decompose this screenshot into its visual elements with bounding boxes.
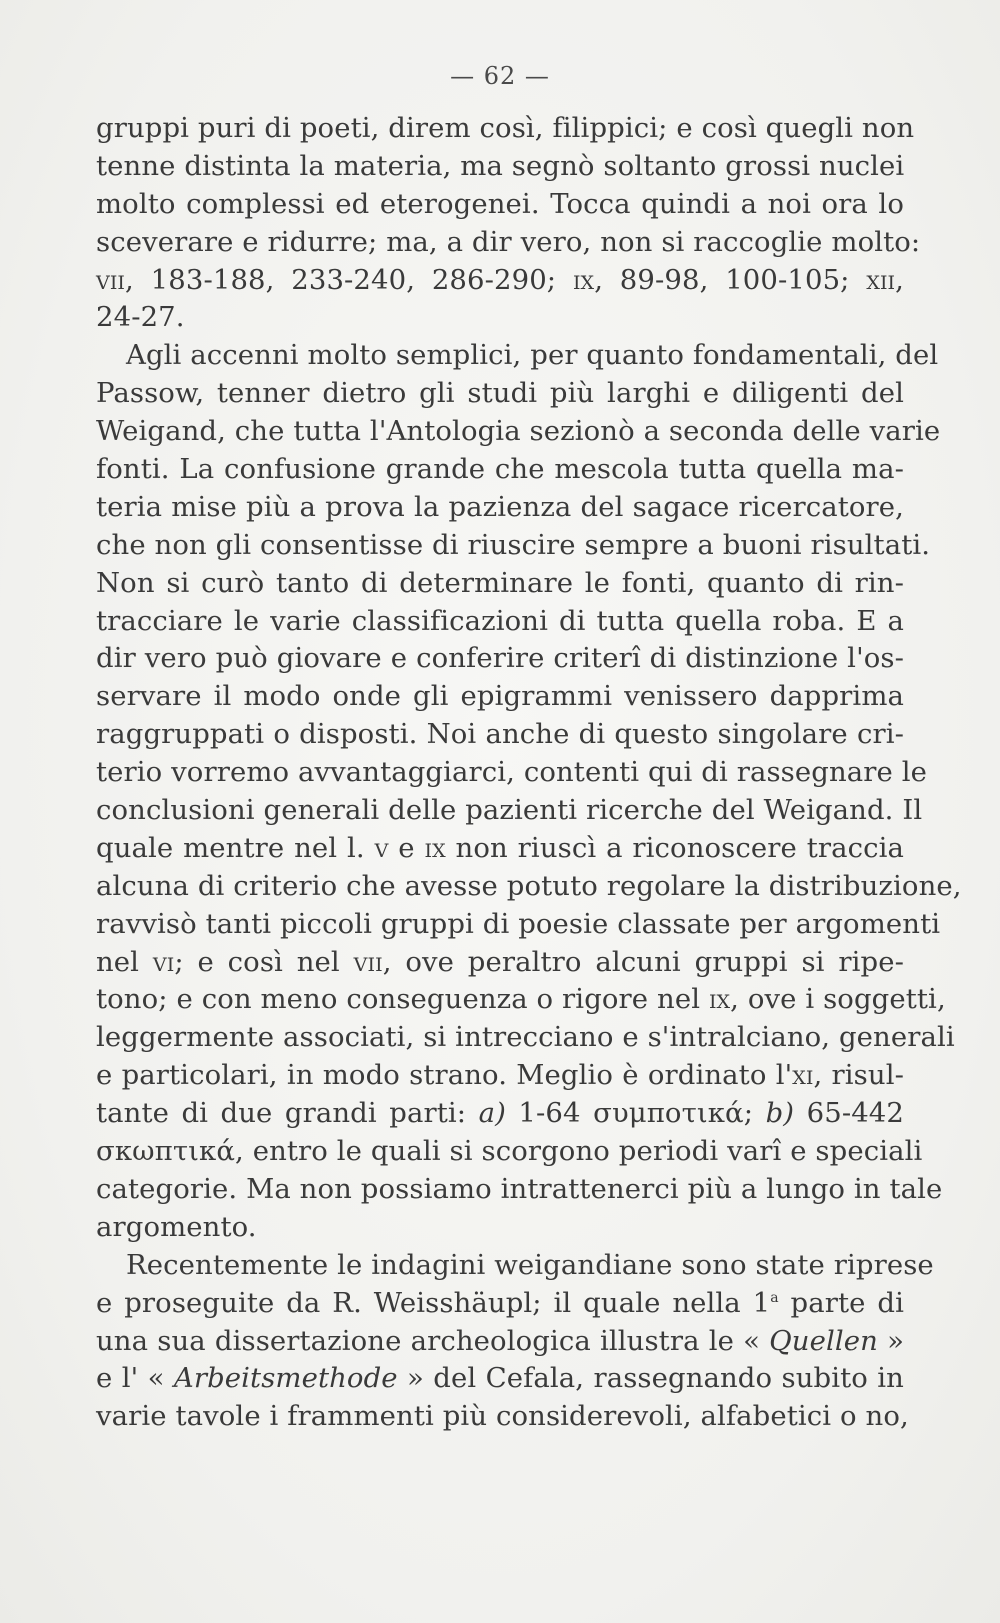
- text-line: σκωπτικά, entro le quali si scorgono periodi varî e speciali: [96, 1135, 923, 1168]
- text-line: varie tavole i frammenti più considerevoli, alfabetici o no,: [96, 1400, 909, 1433]
- text-line: Non si curò tanto di determinare le fonti, quanto di rin-: [96, 566, 904, 599]
- text-line: tracciare le varie classificazioni di tutta quella roba. E a: [96, 604, 904, 637]
- text-line: tono; e con meno conseguenza o rigore nel ix, ove i soggetti,: [96, 983, 946, 1016]
- text-line: leggermente associati, si intrecciano e s'intralciano, generali: [96, 1021, 955, 1054]
- text-line: e particolari, in modo strano. Meglio è ordinato l'xi, risul-: [96, 1059, 904, 1092]
- superscript: a: [770, 1289, 779, 1306]
- text-line: terio vorremo avvantaggiarci, contenti qui di rassegnare le: [96, 756, 928, 789]
- text-line: Agli accenni molto semplici, per quanto fondamentali, del: [126, 339, 939, 372]
- text-line: 24-27.: [96, 301, 185, 334]
- text-line: vii, 183-188, 233-240, 286-290; ix, 89-98, 100-105; xii,: [96, 263, 904, 296]
- text-line: tenne distinta la materia, ma segnò soltanto grossi nuclei: [96, 149, 905, 182]
- text-line: che non gli consentisse di riuscire sempre a buoni risultati.: [96, 528, 931, 561]
- text-line: ravvisò tanti piccoli gruppi di poesie classate per argomenti: [96, 907, 941, 940]
- text-line: quale mentre nel l. v e ix non riuscì a riconoscere traccia: [96, 831, 905, 864]
- text-line: gruppi puri di poeti, direm così, filippici; e così quegli non: [96, 112, 915, 144]
- text-line: argomento.: [96, 1210, 257, 1243]
- text-line: conclusioni generali delle pazienti ricerche del Weigand. Il: [96, 794, 923, 827]
- text-line: e proseguite da R. Weisshäupl; il quale nella 1$^a$ parte di: [96, 1286, 904, 1319]
- text-line: e l' « Arbeitsmethode » del Cefala, rassegnando subito in: [96, 1362, 904, 1395]
- text-line: fonti. La confusione grande che mescola tutta quella ma-: [96, 453, 904, 486]
- text-line: una sua dissertazione archeologica illustra le « Quellen »: [96, 1324, 904, 1357]
- text-line: categorie. Ma non possiamo intrattenerci più a lungo in tale: [96, 1172, 943, 1205]
- greek-word: σκωπτικά: [96, 1135, 236, 1168]
- text-line: molto complessi ed eterogenei. Tocca quindi a noi ora lo: [96, 187, 904, 220]
- page-number: — 62 —: [450, 62, 550, 90]
- text-line: sceverare e ridurre; ma, a dir vero, non si raccoglie molto:: [96, 225, 921, 258]
- text-line: Weigand, che tutta l'Antologia sezionò a seconda delle varie: [96, 415, 941, 448]
- text-line: dir vero può giovare e conferire criterî di distinzione l'os-: [96, 642, 904, 675]
- text-line: teria mise più a prova la pazienza del sagace ricercatore,: [96, 490, 904, 523]
- text-line: servare il modo onde gli epigrammi venissero dapprima: [96, 680, 904, 713]
- greek-word: συμποτικά: [593, 1097, 744, 1130]
- text-line: Recentemente le indagini weigandiane sono state riprese: [126, 1248, 934, 1281]
- body-text: [96, 110, 962, 1436]
- text-line: tante di due grandi parti: a) 1-64 συμποτικά; b) 65-442: [96, 1097, 904, 1130]
- text-line: Passow, tenner dietro gli studi più larghi e diligenti del: [96, 377, 904, 410]
- text-line: alcuna di criterio che avesse potuto regolare la distribuzione,: [96, 869, 962, 902]
- text-line: nel vi; e così nel vii, ove peraltro alcuni gruppi si ripe-: [96, 945, 904, 978]
- text-line: raggruppati o disposti. Noi anche di questo singolare cri-: [96, 718, 904, 751]
